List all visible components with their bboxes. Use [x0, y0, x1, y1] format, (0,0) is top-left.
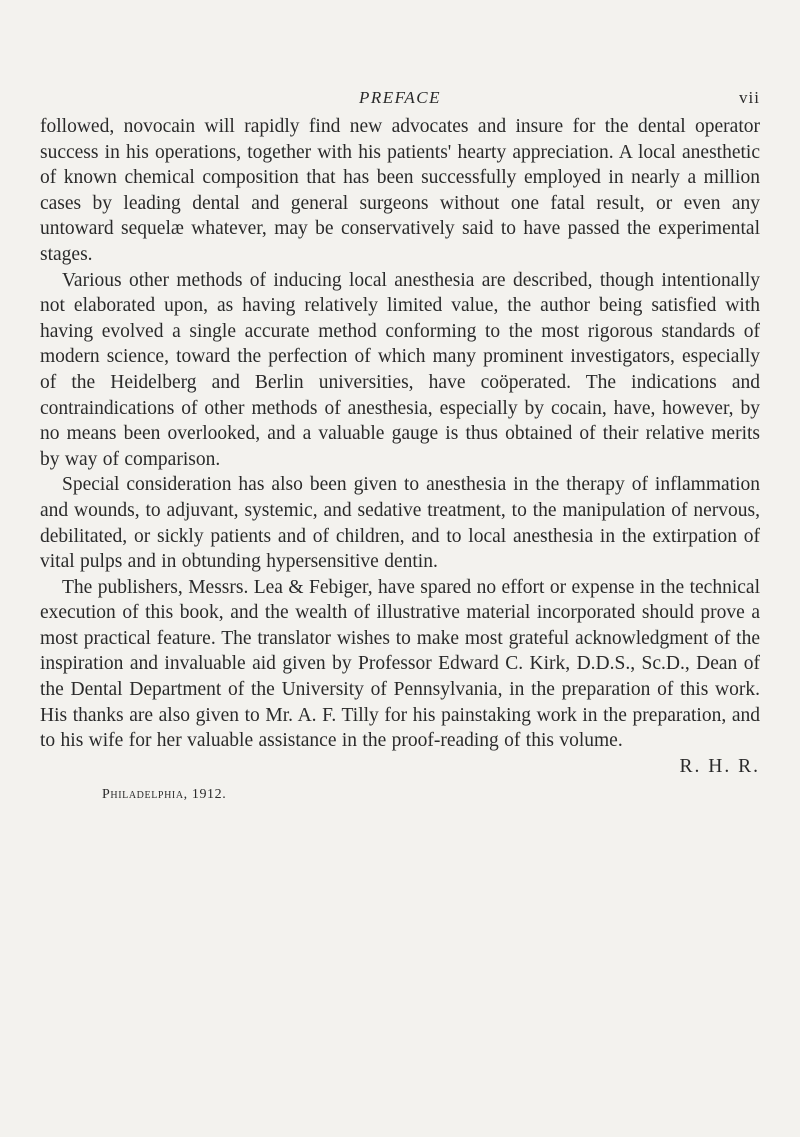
dateline: Philadelphia, 1912. [102, 787, 227, 803]
paragraph-special-consideration: Special consideration has also been given to anesthesia in the therapy of inflammation and wounds, to adjuvant, systemic, and sedative treatment, to the manipulation of nervous, debilitated, or sickly patients and of children, and to local anesthesia in the extirpation of vital pulps and in obtunding hypersensitive dentin. [40, 474, 760, 573]
preface-body [40, 114, 760, 754]
paragraph-other-methods: Various other methods of inducing local anesthesia are described, though intentionally not elaborated upon, as having relatively limited value, the author being satisfied with having evolved a single accurate method conforming to the most rigorous standards of modern science, toward the perfection of which many prominent investigators, especially of the Heidelberg and Berlin universities, have coöperated. The indications and contraindications of other methods of anesthesia, especially by cocain, have, however, by no means been overlooked, and a valuable gauge is thus obtained of their relative merits by way of comparison. [40, 269, 760, 470]
preface-page [40, 88, 760, 803]
paragraph-acknowledgments: The publishers, Messrs. Lea & Febiger, have spared no effort or expense in the technical execution of this book, and the wealth of illustrative material incorporated should prove a most practical feature. The translator wishes to make most grateful acknowledgment of the inspiration and invaluable aid given by Professor Edward C. Kirk, D.D.S., Sc.D., Dean of the Dental Department of the University of Pennsylvania, in the preparation of this work. His thanks are also given to Mr. A. F. Tilly for his painstaking work in the preparation, and to his wife for her valuable assistance in the proof-reading of this volume. [40, 576, 760, 752]
running-head [40, 88, 760, 114]
running-title: PREFACE [359, 88, 441, 107]
paragraph-novocain: followed, novocain will rapidly find new advocates and insure for the dental operator success in his operations, together with his patients' hearty appreciation. A local anesthetic of known chemical composition that has been successfully employed in nearly a million cases by leading dental and general surgeons without one fatal result, or even any untoward sequelæ whatever, may be conservatively said to have passed the experimental stages. [40, 116, 760, 265]
page-number: vii [739, 88, 760, 107]
translator-signature: R. H. R. [679, 755, 760, 777]
